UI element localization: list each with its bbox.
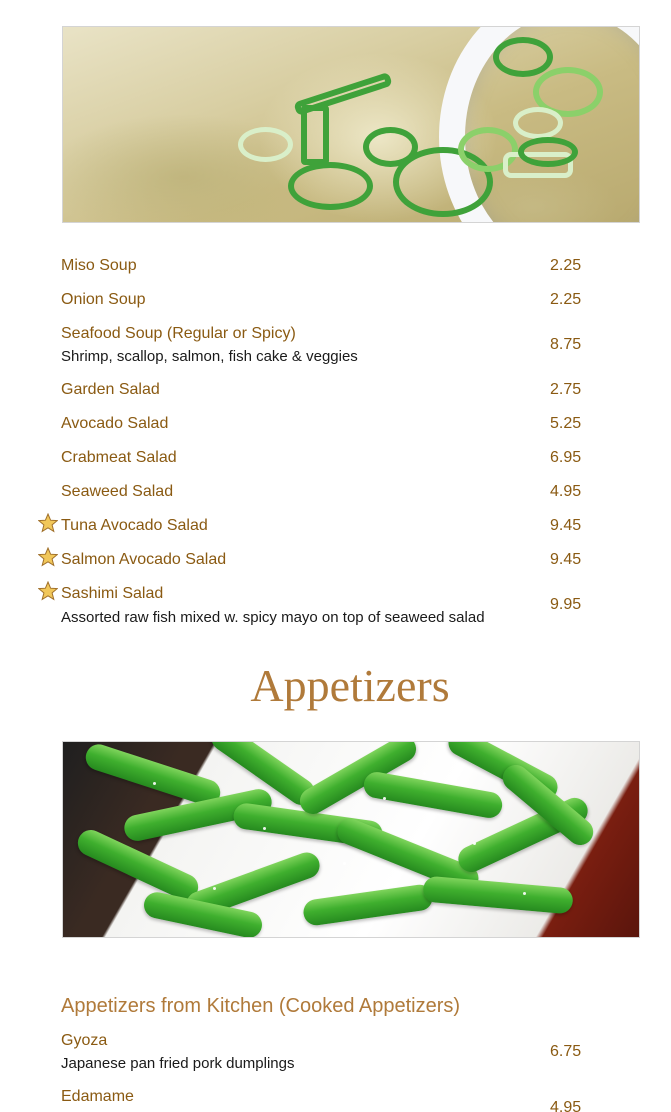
edamame-pod <box>362 770 504 820</box>
section-title-appetizers: Appetizers <box>250 660 450 711</box>
item-price: 6.75 <box>550 1043 582 1060</box>
item-price: 6.95 <box>550 449 582 466</box>
item-name: Tuna Avocado Salad <box>61 517 208 534</box>
item-description: Assorted raw fish mixed w. spicy mayo on top of seaweed salad <box>61 609 485 626</box>
star-icon <box>38 581 58 601</box>
salt-grain <box>383 797 386 800</box>
star-icon <box>38 547 58 567</box>
scallion-slice <box>493 37 553 77</box>
item-price: 9.45 <box>550 551 582 568</box>
item-price: 2.25 <box>550 257 582 274</box>
item-name: Garden Salad <box>61 381 160 398</box>
item-description: Shrimp, scallop, salmon, fish cake & veggies <box>61 348 358 365</box>
edamame-pod <box>422 876 574 915</box>
salt-grain <box>423 772 426 775</box>
item-price: 9.45 <box>550 517 582 534</box>
item-name: Miso Soup <box>61 257 137 274</box>
salt-grain <box>153 782 156 785</box>
salt-grain <box>213 887 216 890</box>
scallion-slice <box>288 162 373 210</box>
star-icon <box>38 513 58 533</box>
salt-grain <box>473 842 476 845</box>
item-price: 2.25 <box>550 291 582 308</box>
miso-soup-photo <box>62 26 640 223</box>
item-name: Edamame <box>61 1088 134 1105</box>
salt-grain <box>523 892 526 895</box>
edamame-photo <box>62 741 640 938</box>
item-name: Crabmeat Salad <box>61 449 177 466</box>
salt-grain <box>263 827 266 830</box>
scallion-slice <box>301 105 329 165</box>
item-price: 5.25 <box>550 415 582 432</box>
item-price: 8.75 <box>550 336 582 353</box>
item-price: 2.75 <box>550 381 582 398</box>
item-description: Japanese pan fried pork dumplings <box>61 1055 295 1072</box>
scallion-slice <box>238 127 293 162</box>
item-name: Salmon Avocado Salad <box>61 551 227 568</box>
item-name: Avocado Salad <box>61 415 169 432</box>
item-name: Onion Soup <box>61 291 146 308</box>
edamame-pod <box>302 883 434 927</box>
item-name: Sashimi Salad <box>61 585 164 602</box>
item-name: Seafood Soup (Regular or Spicy) <box>61 325 296 342</box>
edamame-pod <box>82 741 223 809</box>
scallion-slice <box>518 137 578 167</box>
item-price: 4.95 <box>550 483 582 500</box>
kitchen-appetizers-heading: Appetizers from Kitchen (Cooked Appetizers) <box>61 995 461 1017</box>
scallion-slice <box>513 107 563 139</box>
item-name: Gyoza <box>61 1032 108 1049</box>
item-price: 9.95 <box>550 596 582 613</box>
item-name: Seaweed Salad <box>61 483 174 500</box>
item-price: 4.95 <box>550 1099 582 1112</box>
salt-grain <box>343 862 346 865</box>
